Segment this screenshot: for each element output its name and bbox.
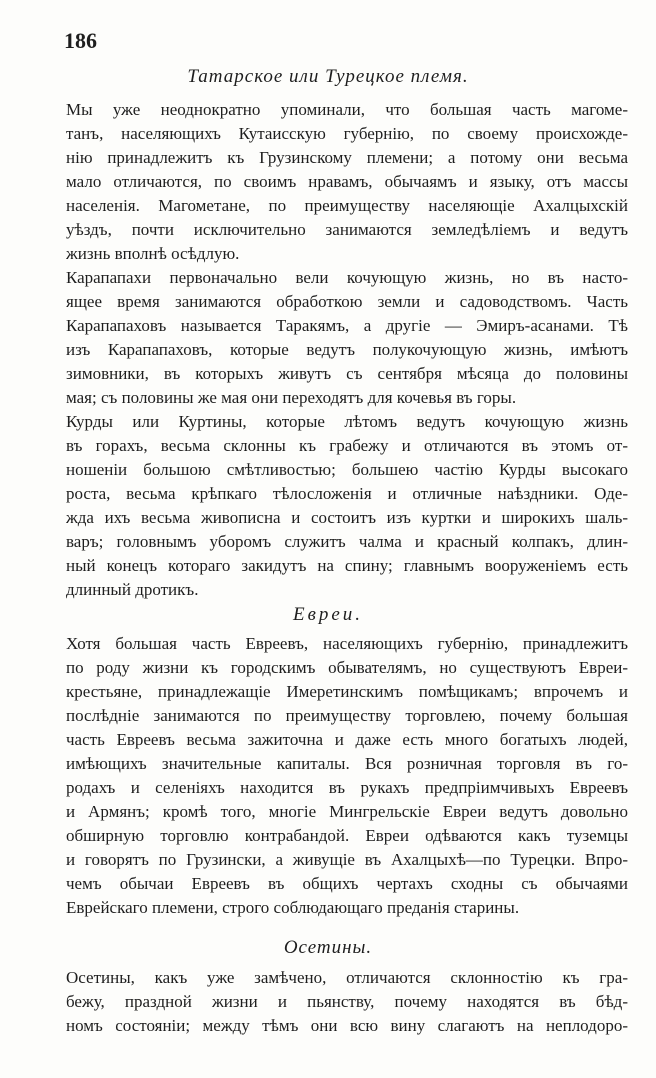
text-line: мая; съ половины же мая они переходятъ для кочевья въ горы. bbox=[66, 388, 517, 407]
text-line: зимовники, въ которыхъ живутъ съ сентября мѣсяца до половины bbox=[66, 364, 628, 383]
text-line: Курды или Куртины, которые лѣтомъ ведутъ кочующую жизнь bbox=[66, 412, 628, 431]
text-line: ношеніи большою смѣтливостью; большею частію Курды высокаго bbox=[66, 460, 628, 479]
text-line: чемъ обычаи Евреевъ въ общихъ чертахъ сходны съ обычаями bbox=[66, 874, 628, 893]
page-number: 186 bbox=[64, 28, 97, 53]
text-line: танъ, населяющихъ Кутаисскую губернію, по своему происхожде- bbox=[66, 124, 628, 143]
text-line: Хотя большая часть Евреевъ, населяющихъ губернію, принадлежитъ bbox=[66, 634, 628, 653]
text-line: часть Евреевъ весьма зажиточна и даже есть много богатыхъ людей, bbox=[66, 730, 628, 749]
section-heading-jews: Евреи. bbox=[292, 604, 364, 625]
text-line: жда ихъ весьма живописна и состоитъ изъ куртки и широкихъ шаль- bbox=[66, 508, 628, 527]
section-heading-tatars: Татарское или Турецкое племя. bbox=[187, 66, 469, 87]
text-line: и Армянъ; кромѣ того, многіе Мингрельскіе Евреи ведутъ довольно bbox=[66, 802, 628, 821]
text-line: Осетины, какъ уже замѣчено, отличаются склонностію къ гра- bbox=[66, 968, 628, 987]
text-line: Еврейскаго племени, строго соблюдающаго преданія старины. bbox=[66, 898, 520, 917]
text-line: обширную торговлю контрабандой. Евреи одѣваются какъ туземцы bbox=[66, 826, 628, 845]
text-line: ный конецъ котораго закидутъ на спину; главнымъ вооруженіемъ есть bbox=[66, 556, 628, 575]
text-line: по роду жизни къ городскимъ обывателямъ, но существуютъ Евреи- bbox=[66, 658, 628, 677]
text-line: варъ; головнымъ уборомъ служитъ чалма и красный колпакъ, длин- bbox=[66, 532, 628, 551]
text-line: Карапапаховъ называется Таракямъ, а другіе — Эмиръ-асанами. Тѣ bbox=[66, 316, 628, 335]
text-line: послѣдніе занимаются по преимуществу торговлею, почему большая bbox=[66, 706, 628, 725]
text-line: нію принадлежитъ къ Грузинскому племени; а потому они весьма bbox=[66, 148, 628, 167]
section-heading-ossetians: Осетины. bbox=[283, 937, 373, 958]
text-line: въ горахъ, весьма склонны къ грабежу и отличаются въ этомъ от- bbox=[66, 436, 628, 455]
text-line: роста, весьма крѣпкаго тѣлосложенія и отличные наѣздники. Оде- bbox=[66, 484, 628, 503]
text-line: населенія. Магометане, по преимуществу населяющіе Ахалцыхскій bbox=[66, 196, 628, 215]
text-line: длинный дротикъ. bbox=[66, 580, 199, 599]
text-line: Карапапахи первоначально вели кочующую жизнь, но въ насто- bbox=[66, 268, 628, 287]
text-line: номъ состояніи; между тѣмъ они всю вину слагаютъ на неплодоро- bbox=[66, 1016, 628, 1035]
text-line: крестьяне, принадлежащіе Имеретинскимъ помѣщикамъ; впрочемъ и bbox=[66, 682, 628, 701]
text-line: изъ Карапапаховъ, которые ведутъ полукочующую жизнь, имѣютъ bbox=[66, 340, 628, 359]
text-line: Мы уже неоднократно упоминали, что большая часть магоме- bbox=[66, 100, 628, 119]
text-line: имѣющихъ значительные капиталы. Вся розничная торговля въ го- bbox=[66, 754, 628, 773]
text-line: ящее время занимаются обработкою земли и садоводствомъ. Часть bbox=[66, 292, 628, 311]
text-line: бежу, праздной жизни и пьянству, почему находятся въ бѣд- bbox=[66, 992, 628, 1011]
text-line: жизнь вполнѣ осѣдлую. bbox=[66, 244, 240, 263]
text-line: мало отличаются, по своимъ нравамъ, обычаямъ и языку, отъ массы bbox=[66, 172, 628, 191]
text-line: и говорятъ по Грузински, а живущіе въ Ахалцыхѣ—по Турецки. Впро- bbox=[66, 850, 628, 869]
text-line: уѣздъ, почти исключительно занимаются земледѣліемъ и ведутъ bbox=[66, 220, 628, 239]
text-line: родахъ и селеніяхъ находится въ рукахъ предпріимчивыхъ Евреевъ bbox=[66, 778, 628, 797]
